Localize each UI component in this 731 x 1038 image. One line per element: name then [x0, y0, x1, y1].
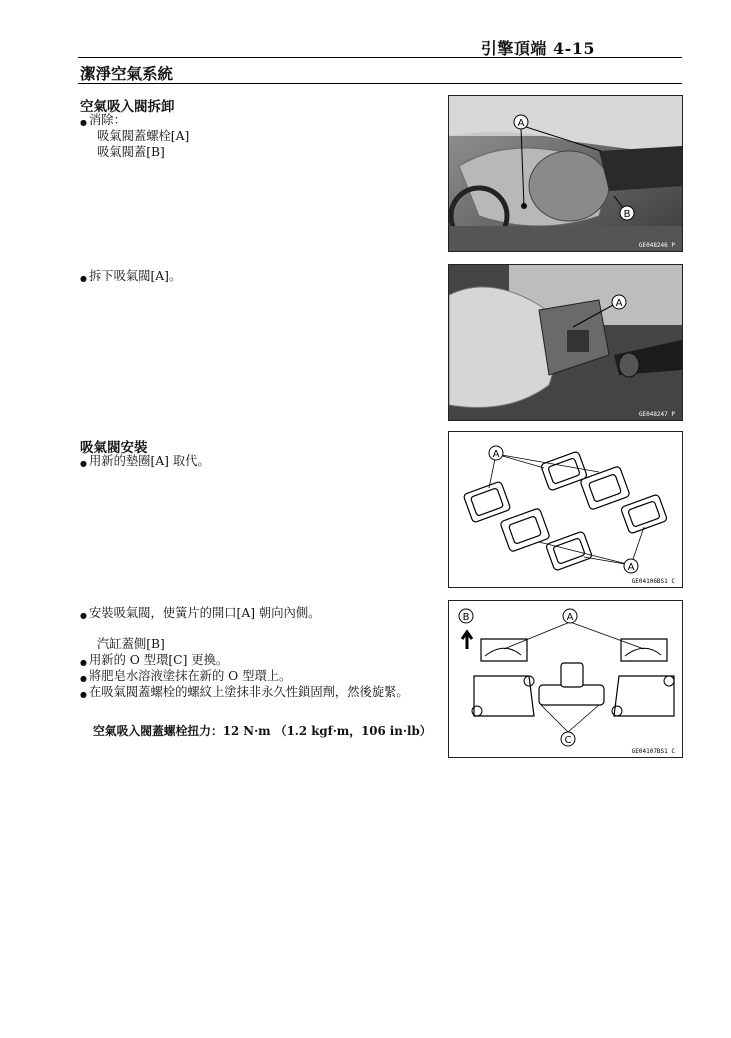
install-step-3: ● 用新的 O 型環[C] 更換。 — [80, 653, 228, 669]
header-rule — [78, 57, 682, 58]
figure-gaskets-diagram — [448, 431, 683, 588]
figure2-label-a: A — [615, 298, 623, 309]
figure4-code: GE04107BS1 C — [631, 748, 675, 755]
install-step-5: ● 在吸氣閥蓋螺栓的螺紋上塗抹非永久性鎖固劑，然後旋緊。 — [80, 685, 409, 701]
figure3-label-a2: A — [627, 562, 635, 573]
section-rule — [78, 83, 682, 84]
figure-valve-orientation-diagram — [448, 600, 683, 758]
install-title: 吸氣閥安裝 — [80, 440, 148, 456]
figure4-label-b: B — [462, 612, 470, 623]
figure1-code: GE048246 P — [638, 242, 675, 249]
figure4-label-a: A — [566, 612, 574, 623]
figure3-code: GE04106BS1 C — [631, 578, 675, 585]
removal-title: 空氣吸入閥拆卸 — [80, 99, 175, 115]
install-step-2: ● 安裝吸氣閥，使簧片的開口[A] 朝向內側。 — [80, 606, 320, 622]
figure1-label-a: A — [517, 118, 525, 129]
install-step-1: ● 用新的墊圈[A] 取代。 — [80, 454, 210, 470]
removal-line-3: 吸氣閥蓋[B] — [97, 145, 165, 159]
removal-step-2: ● 拆下吸氣閥[A]。 — [80, 269, 181, 285]
figure2-code: GE048247 P — [638, 411, 675, 418]
install-note: 汽缸蓋側[B] — [97, 637, 165, 651]
figure-valve-remove-photo — [448, 264, 683, 421]
figure4-label-c: C — [564, 735, 572, 746]
removal-line-1: ● 消除： — [80, 113, 126, 129]
removal-line-2: 吸氣閥蓋螺栓[A] — [97, 129, 190, 143]
figure3-label-a1: A — [492, 449, 500, 460]
install-step-4: ● 將肥皂水溶液塗抹在新的 O 型環上。 — [80, 669, 291, 685]
section-title: 潔淨空氣系統 — [80, 64, 174, 83]
figure1-label-b: B — [623, 209, 631, 220]
figure-valve-cover-photo — [448, 95, 683, 252]
chapter-header: 引擎頂端 4-15 — [480, 39, 595, 58]
torque-spec: 空氣吸入閥蓋螺栓扭力：12 N·m （1.2 kgf·m，106 in·lb） — [93, 724, 432, 738]
